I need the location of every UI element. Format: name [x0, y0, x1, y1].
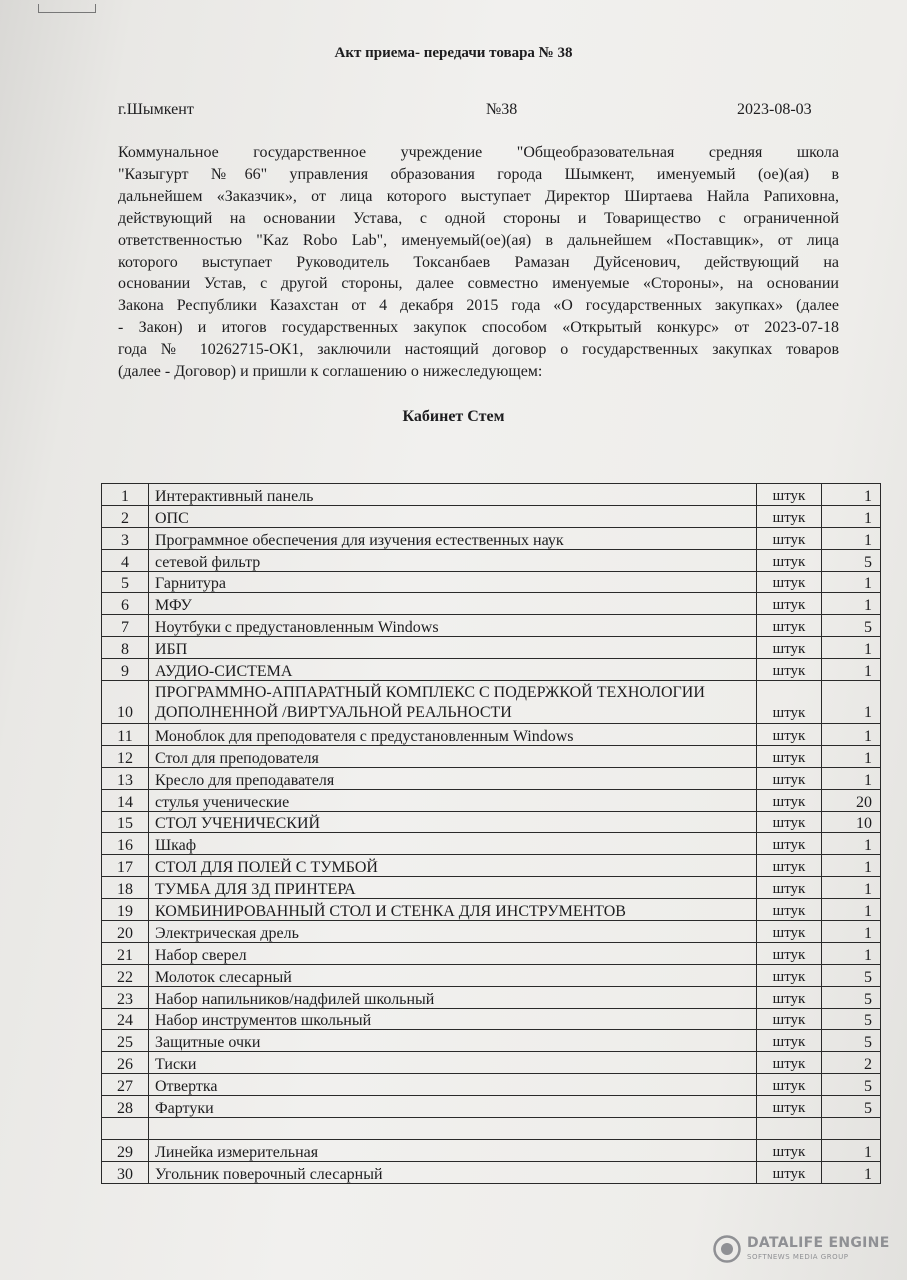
table-row: [102, 1096, 881, 1118]
table-row: [102, 855, 881, 877]
item-number: 30: [102, 1161, 149, 1183]
item-quantity: [822, 1118, 881, 1140]
table-row: [102, 899, 881, 921]
preamble-line: которого выступает Руководитель Токсанбаев Рамазан Дуйсенович, действующий на: [118, 253, 839, 271]
item-quantity: 1: [822, 527, 881, 549]
item-number: 6: [102, 593, 149, 615]
item-number: 4: [102, 549, 149, 571]
item-name: Набор напильников/надфилей школьный: [149, 986, 757, 1008]
table-row: [102, 659, 881, 681]
item-name: Шкаф: [149, 833, 757, 855]
item-unit: штук: [757, 724, 822, 746]
item-quantity: 1: [822, 659, 881, 681]
table-row: [102, 549, 881, 571]
item-quantity: 5: [822, 1074, 881, 1096]
table-row: [102, 986, 881, 1008]
watermark-brand: DATALIFE ENGINE: [747, 1235, 890, 1251]
item-number: 16: [102, 833, 149, 855]
item-number: 8: [102, 637, 149, 659]
items-table: [101, 483, 881, 1184]
table-row: [102, 942, 881, 964]
preamble-line: "Казыгурт №66" управления образования города Шымкент, именуемый (ое)(ая) в: [118, 165, 839, 183]
item-name: Молоток слесарный: [149, 964, 757, 986]
item-quantity: 1: [822, 921, 881, 943]
preamble-line: года № 10262715-ОК1, заключили настоящий договор о государственных закупках товаров: [118, 341, 839, 359]
preamble-line: действующий на основании Устава, с одной стороны и Товарищество с ограниченной: [118, 209, 839, 227]
table-row: [102, 1008, 881, 1030]
item-name: ИБП: [149, 637, 757, 659]
item-number: 11: [102, 724, 149, 746]
item-unit: штук: [757, 899, 822, 921]
table-row: [102, 833, 881, 855]
table-row: [102, 1052, 881, 1074]
item-number: 14: [102, 789, 149, 811]
item-name: Набор инструментов школьный: [149, 1008, 757, 1030]
item-quantity: 1: [822, 681, 881, 724]
item-quantity: 5: [822, 986, 881, 1008]
table-row: [102, 1139, 881, 1161]
item-name: Защитные очки: [149, 1030, 757, 1052]
item-unit: штук: [757, 1139, 822, 1161]
item-number: 5: [102, 571, 149, 593]
item-name: Интерактивный панель: [149, 484, 757, 506]
item-unit: [757, 1118, 822, 1140]
table-row: [102, 1161, 881, 1183]
item-name: МФУ: [149, 593, 757, 615]
item-unit: штук: [757, 593, 822, 615]
item-number: 10: [102, 681, 149, 724]
table-row: [102, 1030, 881, 1052]
item-quantity: 5: [822, 1030, 881, 1052]
item-name: Стол для преподователя: [149, 745, 757, 767]
item-number: 24: [102, 1008, 149, 1030]
item-quantity: 2: [822, 1052, 881, 1074]
table-row: [102, 637, 881, 659]
item-unit: штук: [757, 681, 822, 724]
item-unit: штук: [757, 964, 822, 986]
item-quantity: 20: [822, 789, 881, 811]
item-unit: штук: [757, 549, 822, 571]
item-name: СТОЛ ДЛЯ ПОЛЕЙ С ТУМБОЙ: [149, 855, 757, 877]
item-quantity: 1: [822, 571, 881, 593]
item-quantity: 1: [822, 505, 881, 527]
item-quantity: 1: [822, 484, 881, 506]
item-quantity: 5: [822, 615, 881, 637]
preamble-line: (далее - Договор) и пришли к соглашению о нижеследующем:: [118, 363, 543, 381]
item-unit: штук: [757, 986, 822, 1008]
table-row: [102, 789, 881, 811]
table-row: [102, 921, 881, 943]
preamble-line: Закона Республики Казахстан от 4 декабря 2015 года «О государственных закупках» (далее: [118, 297, 839, 315]
item-name: КОМБИНИРОВАННЫЙ СТОЛ И СТЕНКА ДЛЯ ИНСТРУМЕНТОВ: [149, 899, 757, 921]
item-quantity: 1: [822, 1161, 881, 1183]
item-number: 21: [102, 942, 149, 964]
item-name: ОПС: [149, 505, 757, 527]
item-quantity: 1: [822, 745, 881, 767]
item-name: сетевой фильтр: [149, 549, 757, 571]
item-unit: штук: [757, 484, 822, 506]
preamble-line: основании Устав, с другой стороны, далее совместно именуемые «Стороны», на основании: [118, 275, 839, 293]
item-name: Моноблок для преподователя с предустановленным Windows: [149, 724, 757, 746]
item-name: Кресло для преподавателя: [149, 767, 757, 789]
table-row: [102, 505, 881, 527]
table-row: [102, 484, 881, 506]
item-unit: штук: [757, 1096, 822, 1118]
item-unit: штук: [757, 833, 822, 855]
item-unit: штук: [757, 527, 822, 549]
item-unit: штук: [757, 767, 822, 789]
item-number: 26: [102, 1052, 149, 1074]
section-title: Кабинет Стем: [402, 408, 505, 425]
preamble-line: Коммунальное государственное учреждение "Общеобразовательная средняя школа: [118, 144, 839, 161]
item-unit: штук: [757, 571, 822, 593]
item-name: Электрическая дрель: [149, 921, 757, 943]
item-quantity: 1: [822, 637, 881, 659]
item-quantity: 5: [822, 549, 881, 571]
item-number: 17: [102, 855, 149, 877]
item-number: 1: [102, 484, 149, 506]
preamble-line: ответственностью "Kaz Robo Lab", именуемый(ое)(ая) в дальнейшем «Поставщик», от лица: [118, 231, 839, 249]
table-row: [102, 964, 881, 986]
item-name: ТУМБА ДЛЯ 3Д ПРИНТЕРА: [149, 877, 757, 899]
item-unit: штук: [757, 659, 822, 681]
contract-preamble: [118, 142, 839, 383]
item-name: Линейка измерительная: [149, 1139, 757, 1161]
item-unit: штук: [757, 811, 822, 833]
item-unit: штук: [757, 789, 822, 811]
item-name: АУДИО-СИСТЕМА: [149, 659, 757, 681]
item-number: 22: [102, 964, 149, 986]
item-unit: штук: [757, 1161, 822, 1183]
item-quantity: 1: [822, 942, 881, 964]
item-unit: штук: [757, 921, 822, 943]
item-quantity: 5: [822, 964, 881, 986]
item-name: СТОЛ УЧЕНИЧЕСКИЙ: [149, 811, 757, 833]
table-row: [102, 593, 881, 615]
item-unit: штук: [757, 505, 822, 527]
item-number: 9: [102, 659, 149, 681]
item-unit: штук: [757, 1052, 822, 1074]
item-quantity: 1: [822, 833, 881, 855]
item-unit: штук: [757, 1030, 822, 1052]
table-row: [102, 724, 881, 746]
item-number: 3: [102, 527, 149, 549]
item-quantity: 1: [822, 855, 881, 877]
item-number: 7: [102, 615, 149, 637]
item-number: 25: [102, 1030, 149, 1052]
item-number: 23: [102, 986, 149, 1008]
item-name: Ноутбуки с предустановленным Windows: [149, 615, 757, 637]
table-row: [102, 527, 881, 549]
item-number: 18: [102, 877, 149, 899]
item-unit: штук: [757, 855, 822, 877]
item-number: 2: [102, 505, 149, 527]
corner-mark: [38, 4, 96, 13]
preamble-line: дальнейшем «Заказчик», от лица которого выступает Директор Ширтаева Найла Рапиховна,: [118, 187, 839, 205]
item-unit: штук: [757, 877, 822, 899]
item-name: ПРОГРАММНО-АППАРАТНЫЙ КОМПЛЕКС С ПОДЕРЖКОЙ ТЕХНОЛОГИИ ДОПОЛНЕННОЙ /ВИРТУАЛЬНОЙ РЕАЛЬНОСТИ: [149, 681, 757, 724]
item-quantity: 5: [822, 1008, 881, 1030]
item-unit: штук: [757, 615, 822, 637]
item-unit: штук: [757, 1008, 822, 1030]
item-quantity: 1: [822, 1139, 881, 1161]
item-quantity: 1: [822, 877, 881, 899]
item-name: [149, 1118, 757, 1140]
table-row: [102, 571, 881, 593]
item-number: 13: [102, 767, 149, 789]
item-number: [102, 1118, 149, 1140]
item-unit: штук: [757, 745, 822, 767]
item-name: Отвертка: [149, 1074, 757, 1096]
table-row: [102, 767, 881, 789]
item-unit: штук: [757, 637, 822, 659]
item-quantity: 10: [822, 811, 881, 833]
item-name: Набор сверел: [149, 942, 757, 964]
document-title: Акт приема- передачи товара № 38: [334, 45, 573, 61]
datalife-logo-icon: [713, 1235, 741, 1263]
item-quantity: 1: [822, 899, 881, 921]
item-name: Угольник поверочный слесарный: [149, 1161, 757, 1183]
item-number: 29: [102, 1139, 149, 1161]
item-name: Фартуки: [149, 1096, 757, 1118]
item-number: 15: [102, 811, 149, 833]
item-quantity: 1: [822, 724, 881, 746]
item-number: 28: [102, 1096, 149, 1118]
table-row: [102, 1118, 881, 1140]
item-quantity: 1: [822, 767, 881, 789]
item-quantity: 1: [822, 593, 881, 615]
item-number: 27: [102, 1074, 149, 1096]
item-name: Гарнитура: [149, 571, 757, 593]
table-row: [102, 681, 881, 724]
item-number: 19: [102, 899, 149, 921]
document-city: г.Шымкент: [118, 101, 194, 118]
document-date: 2023-08-03: [737, 101, 812, 118]
watermark: [713, 1233, 893, 1267]
item-number: 20: [102, 921, 149, 943]
table-row: [102, 615, 881, 637]
table-row: [102, 877, 881, 899]
table-row: [102, 811, 881, 833]
item-name: Тиски: [149, 1052, 757, 1074]
item-unit: штук: [757, 942, 822, 964]
item-name: стулья ученические: [149, 789, 757, 811]
item-name: Программное обеспечения для изучения естественных наук: [149, 527, 757, 549]
item-number: 12: [102, 745, 149, 767]
document-number: №38: [486, 101, 518, 118]
preamble-line: - Закон) и итогов государственных закупок способом «Открытый конкурс» от 2023-07-18: [118, 319, 839, 337]
table-row: [102, 1074, 881, 1096]
table-row: [102, 745, 881, 767]
item-unit: штук: [757, 1074, 822, 1096]
watermark-subtitle: SOFTNEWS MEDIA GROUP: [747, 1253, 849, 1261]
item-quantity: 5: [822, 1096, 881, 1118]
